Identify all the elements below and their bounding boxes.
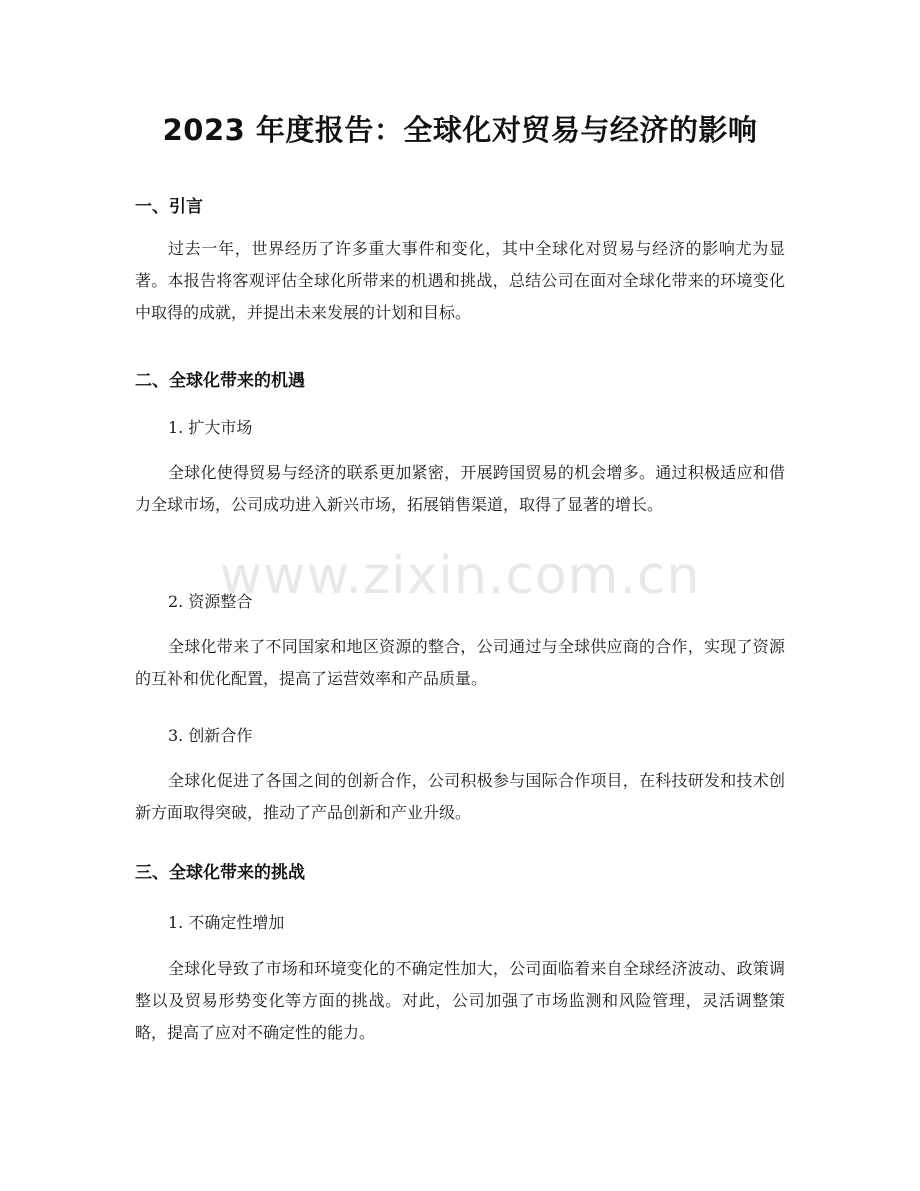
section-heading-challenges: 三、全球化带来的挑战 [135, 863, 305, 883]
innovation-cooperation-paragraph: 全球化促进了各国之间的创新合作，公司积极参与国际合作项目，在科技研发和技术创新方面取得突破，推动了产品创新和产业升级。 [135, 771, 785, 822]
subheading-expand-market: 1. 扩大市场 [168, 418, 253, 437]
watermark: www.zixin.com.cn [219, 546, 701, 606]
uncertainty-paragraph: 全球化导致了市场和环境变化的不确定性加大，公司面临着来自全球经济波动、政策调整以及贸易形势变化等方面的挑战。对此，公司加强了市场监测和风险管理，灵活调整策略，提高了应对不确定性的能力。 [135, 959, 785, 1042]
intro-paragraph: 过去一年，世界经历了许多重大事件和变化，其中全球化对贸易与经济的影响尤为显著。本报告将客观评估全球化所带来的机遇和挑战，总结公司在面对全球化带来的环境变化中取得的成就，并提出未来发展的计划和目标。 [135, 239, 785, 322]
subheading-innovation-cooperation: 3. 创新合作 [168, 726, 253, 745]
section-heading-opportunities: 二、全球化带来的机遇 [135, 371, 305, 391]
document-title: 2023 年度报告：全球化对贸易与经济的影响 [162, 113, 758, 147]
subheading-resource-integration: 2. 资源整合 [168, 592, 253, 611]
section-heading-intro: 一、引言 [135, 197, 203, 217]
resource-integration-paragraph: 全球化带来了不同国家和地区资源的整合，公司通过与全球供应商的合作，实现了资源的互补和优化配置，提高了运营效率和产品质量。 [135, 637, 785, 688]
subheading-uncertainty: 1. 不确定性增加 [168, 913, 285, 932]
expand-market-paragraph: 全球化使得贸易与经济的联系更加紧密，开展跨国贸易的机会增多。通过积极适应和借力全球市场，公司成功进入新兴市场，拓展销售渠道，取得了显著的增长。 [135, 463, 785, 514]
